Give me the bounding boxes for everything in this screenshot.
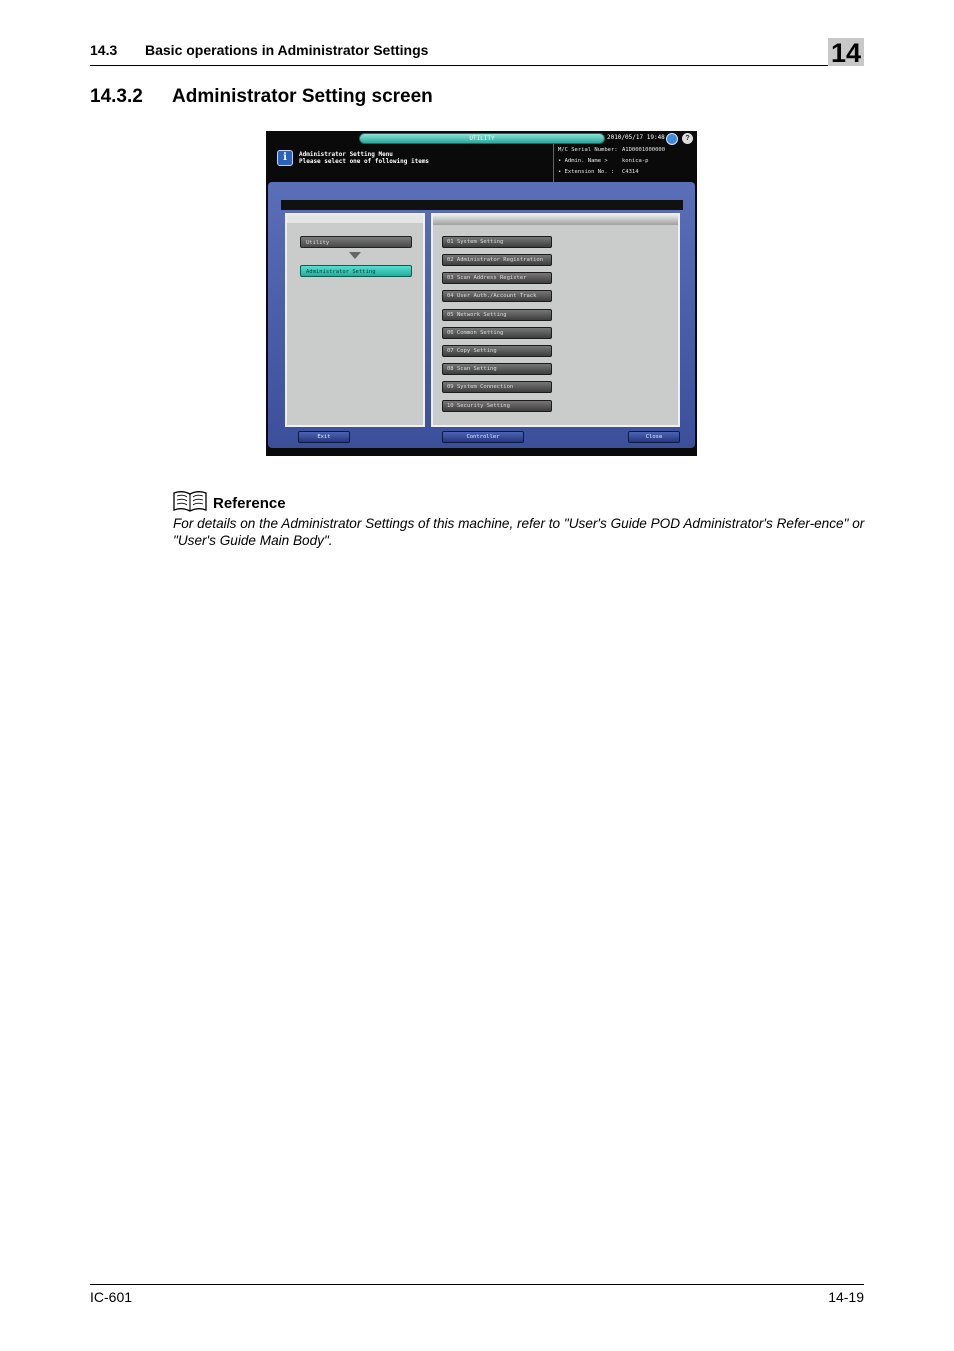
menu-item-security-setting[interactable]: 10 Security Setting xyxy=(442,400,552,412)
menu-item-user-auth-account-track[interactable]: 04 User Auth./Account Track xyxy=(442,290,552,302)
path-panel xyxy=(285,213,425,427)
menu-item-scan-setting[interactable]: 08 Scan Setting xyxy=(442,363,552,375)
footer-rule xyxy=(90,1284,864,1285)
header-section-title: Basic operations in Administrator Settings xyxy=(145,42,429,58)
path-admin-setting-button[interactable]: Administrator Setting xyxy=(300,265,412,277)
footer-page-number: 14-19 xyxy=(828,1289,864,1305)
close-button[interactable]: Close xyxy=(628,431,680,443)
header-rule xyxy=(90,65,864,66)
machine-info xyxy=(553,144,694,182)
extension-label: • Extension No. : xyxy=(558,169,615,175)
serial-label: M/C Serial Number: xyxy=(558,147,618,153)
header-section-number: 14.3 xyxy=(90,42,118,58)
extension-value: C4314 xyxy=(622,169,639,175)
book-icon xyxy=(173,490,207,517)
info-icon: i xyxy=(277,150,293,166)
controller-button[interactable]: Controller xyxy=(442,431,524,443)
menu-item-administrator-registration[interactable]: 02 Administrator Registration xyxy=(442,254,552,266)
menu-panel-bar xyxy=(433,215,678,225)
message-area xyxy=(274,146,550,180)
menu-item-copy-setting[interactable]: 07 Copy Setting xyxy=(442,345,552,357)
chapter-number: 14 xyxy=(828,38,864,66)
admin-label: • Admin. Name > xyxy=(558,158,608,164)
down-arrow-icon xyxy=(349,252,361,259)
utility-mode-pill[interactable]: UTILITY xyxy=(359,133,605,144)
main-frame xyxy=(268,182,695,448)
path-panel-bar xyxy=(287,215,423,223)
serial-value: A1D0001000000 xyxy=(622,147,666,153)
menu-panel xyxy=(431,213,680,427)
path-utility-button[interactable]: Utility xyxy=(300,236,412,248)
menu-item-scan-address-register[interactable]: 03 Scan Address Register xyxy=(442,272,552,284)
exit-button[interactable]: Exit xyxy=(298,431,350,443)
menu-item-system-setting[interactable]: 01 System Setting xyxy=(442,236,552,248)
reference-text: For details on the Administrator Settings of this machine, refer to "User's Guide POD Administrator's Refer-ence" or "User's Guide Main Body". xyxy=(173,516,865,548)
menu-item-common-setting[interactable]: 06 Common Setting xyxy=(442,327,552,339)
title-bar xyxy=(281,200,683,210)
menu-item-system-connection[interactable]: 09 System Connection xyxy=(442,381,552,393)
datetime: 2010/05/17 19:48 xyxy=(607,134,665,141)
screenshot xyxy=(266,131,697,456)
admin-value: konica-p xyxy=(622,158,649,164)
reference-title: Reference xyxy=(213,495,286,512)
message-line-2: Please select one of following items xyxy=(299,158,430,165)
footer-model: IC-601 xyxy=(90,1289,133,1305)
service-icon[interactable]: ? xyxy=(682,133,693,144)
message-line-1: Administrator Setting Menu xyxy=(299,151,393,158)
heading-number: 14.3.2 xyxy=(90,86,143,107)
menu-item-network-setting[interactable]: 05 Network Setting xyxy=(442,309,552,321)
heading-title: Administrator Setting screen xyxy=(172,86,433,107)
